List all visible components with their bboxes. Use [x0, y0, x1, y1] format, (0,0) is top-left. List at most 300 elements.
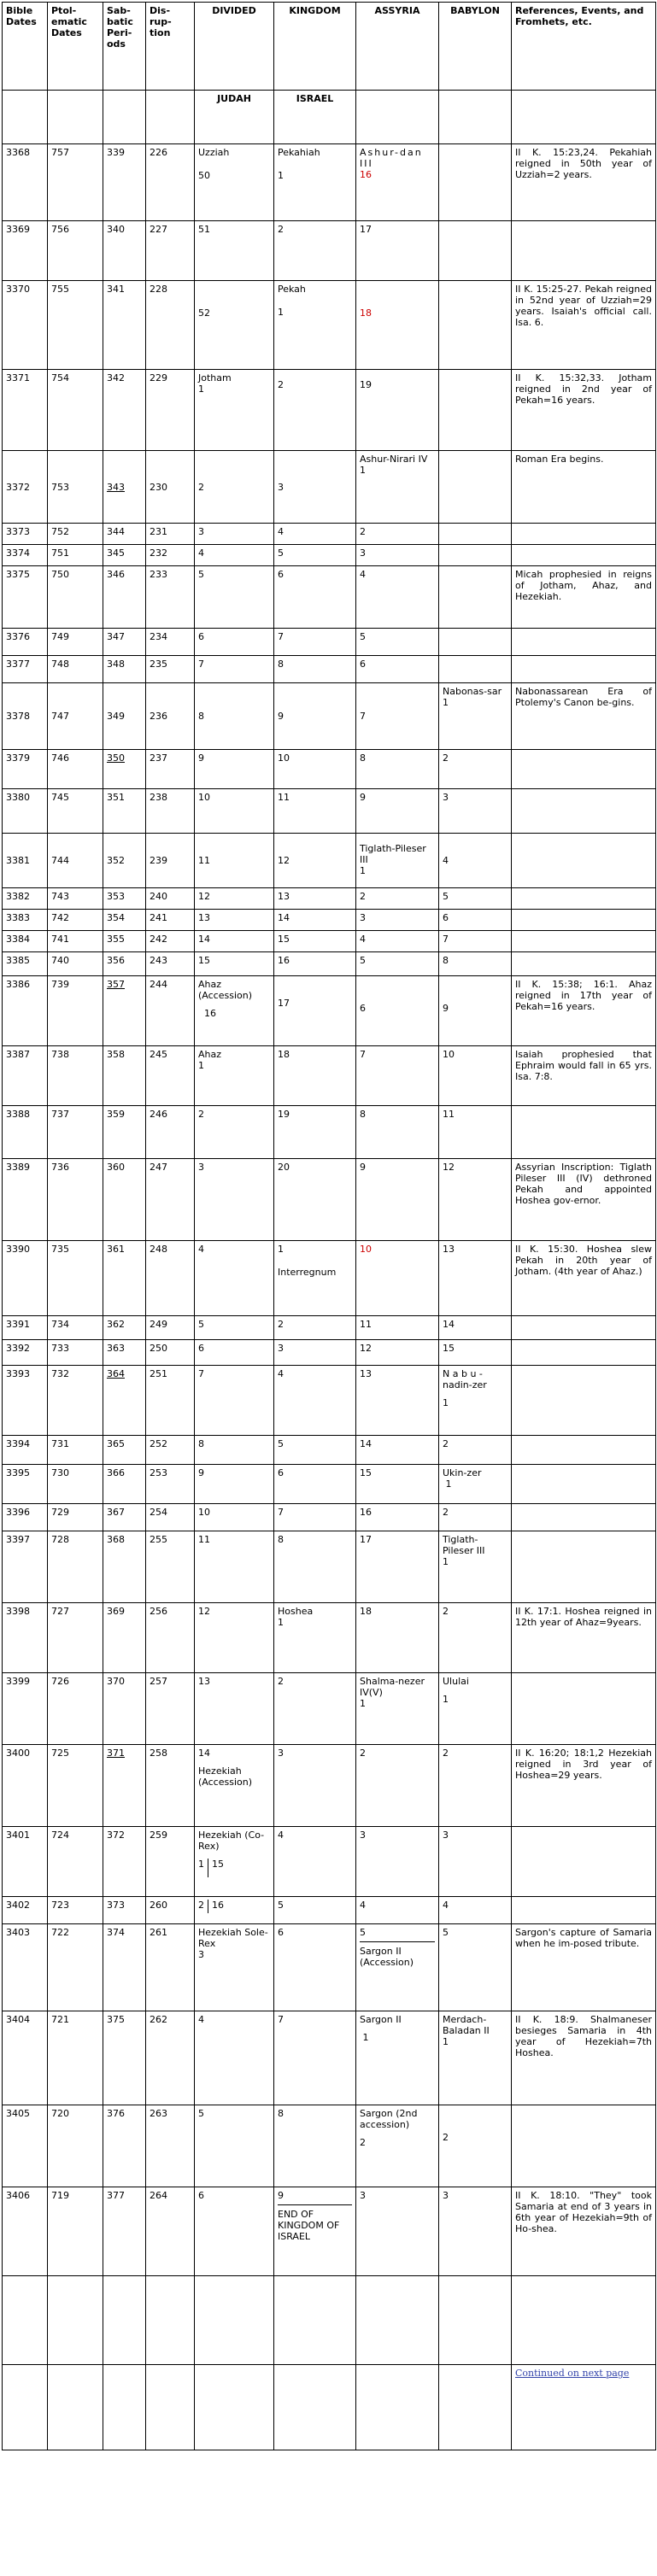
reference-text: II K. 16:20; 18:1,2 Hezekiah reigned in 3rd year of Hoshea=29 years.	[512, 1745, 656, 1827]
sabbatic-period: 366	[103, 1465, 146, 1504]
sabbatic-period: 377	[103, 2187, 146, 2276]
header-references: References, Events, and Fromhets, etc.	[512, 3, 656, 91]
assyria-king: Ashur-dan III	[360, 147, 423, 169]
reference-text: II K. 18:10. "They" took Samaria at end of 3 years in 6th year of Hezekiah=9th of Ho-shea.	[512, 2187, 656, 2276]
ptolematic-date: 719	[48, 2187, 103, 2276]
israel-year: 9	[278, 2190, 284, 2201]
babylon-year: 8	[439, 952, 512, 976]
reference-text: Assyrian Inscription: Tiglath Pileser III (IV) dethroned Pekah and appointed Hoshea gov-ernor.	[512, 1159, 656, 1241]
babylon-year: 1	[443, 2036, 449, 2047]
bible-date: 3402	[3, 1897, 48, 1924]
sabbatic-period: 352	[103, 834, 146, 888]
babylon-year: 15	[439, 1340, 512, 1366]
judah-year: 4	[195, 2011, 274, 2105]
sabbatic-period: 358	[103, 1046, 146, 1106]
ptolematic-date: 753	[48, 451, 103, 524]
table-row	[3, 1897, 656, 1924]
bible-date: 3403	[3, 1924, 48, 2011]
assyria-king: Ashur-Nirari IV	[360, 454, 428, 465]
babylon-king: Ukin-zer	[443, 1467, 482, 1478]
assyria-year: 17	[356, 221, 439, 281]
table-row	[3, 281, 656, 370]
sabbatic-period: 341	[103, 281, 146, 370]
table-row	[3, 789, 656, 834]
israel-year: 2	[278, 379, 284, 390]
ptolematic-date: 724	[48, 1827, 103, 1897]
sabbatic-period: 364	[103, 1366, 146, 1436]
judah-year: 11	[195, 1531, 274, 1603]
sabbatic-period: 367	[103, 1504, 146, 1531]
judah-year: 6	[195, 2187, 274, 2276]
assyria-cell	[356, 834, 439, 888]
israel-year: 4	[274, 1366, 356, 1436]
table-row	[3, 1046, 656, 1106]
assyria-cell	[356, 2011, 439, 2105]
israel-year: 3	[274, 1340, 356, 1366]
assyria-year: 9	[356, 1159, 439, 1241]
bible-date: 3375	[3, 566, 48, 629]
reference-text: II K. 15:32,33. Jotham reigned in 2nd year of Pekah=16 years.	[512, 370, 656, 451]
assyria-year: 13	[356, 1366, 439, 1436]
header-disruption: Dis-rup-tion	[146, 3, 195, 91]
bible-date: 3381	[3, 834, 48, 888]
disruption-year: 227	[146, 221, 195, 281]
assyria-year: 16	[356, 1504, 439, 1531]
ptolematic-date: 740	[48, 952, 103, 976]
table-row	[3, 370, 656, 451]
ptolematic-date: 741	[48, 931, 103, 952]
babylon-king: Tiglath-Pileser III	[443, 1534, 485, 1556]
assyria-year: 18	[360, 307, 372, 319]
disruption-year: 250	[146, 1340, 195, 1366]
assyria-year: 4	[356, 931, 439, 952]
ptolematic-date: 734	[48, 1316, 103, 1340]
judah-year: 2	[195, 451, 274, 524]
reference-text: II K. 15:25-27. Pekah reigned in 52nd year of Uzziah=29 years. Isaiah's official call. Isa. 6.	[512, 281, 656, 370]
babylon-year: 2	[439, 750, 512, 789]
judah-king: Hezekiah (Co-Rex)	[198, 1830, 265, 1852]
israel-year: 9	[274, 683, 356, 750]
judah-cell	[195, 976, 274, 1046]
assyria-year: 2	[356, 888, 439, 910]
disruption-year: 245	[146, 1046, 195, 1106]
babylon-cell	[439, 976, 512, 1046]
sabbatic-period: 359	[103, 1106, 146, 1159]
babylon-cell	[439, 2011, 512, 2105]
reference-text: Sargon's capture of Samaria when he im-posed tribute.	[512, 1924, 656, 2011]
israel-year: 18	[274, 1046, 356, 1106]
ptolematic-date: 720	[48, 2105, 103, 2187]
disruption-year: 231	[146, 524, 195, 545]
judah-year-alt: 15	[212, 1859, 224, 1870]
ptolematic-date: 732	[48, 1366, 103, 1436]
babylon-year: 5	[439, 888, 512, 910]
assyria-year: 1	[360, 865, 366, 876]
israel-cell	[274, 370, 356, 451]
judah-year: 3	[195, 1159, 274, 1241]
disruption-year: 249	[146, 1316, 195, 1340]
ptolematic-date: 745	[48, 789, 103, 834]
sabbatic-period: 339	[103, 144, 146, 221]
disruption-year: 243	[146, 952, 195, 976]
disruption-year: 246	[146, 1106, 195, 1159]
ptolematic-date: 751	[48, 545, 103, 566]
judah-year: 4	[195, 1241, 274, 1316]
subheader-judah: JUDAH	[195, 91, 274, 144]
babylon-king: Ululai	[443, 1676, 469, 1687]
table-row	[3, 1673, 656, 1745]
israel-interregnum: Interregnum	[278, 1267, 337, 1278]
assyria-year: 5	[356, 629, 439, 656]
bible-date: 3389	[3, 1159, 48, 1241]
assyria-year: 5	[356, 952, 439, 976]
assyria-year: 5	[360, 1927, 366, 1938]
sabbatic-period: 347	[103, 629, 146, 656]
israel-end-note: END OF KINGDOM OF ISRAEL	[278, 2209, 340, 2242]
babylon-year: 11	[439, 1106, 512, 1159]
sabbatic-period: 376	[103, 2105, 146, 2187]
judah-year: 16	[204, 1008, 216, 1019]
israel-year: 5	[274, 1436, 356, 1465]
israel-cell	[274, 281, 356, 370]
ptolematic-date: 752	[48, 524, 103, 545]
israel-year: 10	[274, 750, 356, 789]
assyria-year: 3	[356, 1827, 439, 1897]
bible-date: 3405	[3, 2105, 48, 2187]
bible-date: 3401	[3, 1827, 48, 1897]
judah-king: Hezekiah Sole-Rex	[198, 1927, 268, 1949]
table-row	[3, 1316, 656, 1340]
bible-date: 3398	[3, 1603, 48, 1673]
ptolematic-date: 755	[48, 281, 103, 370]
table-row	[3, 834, 656, 888]
judah-cell	[195, 1924, 274, 2011]
chronology-table	[2, 2, 656, 2450]
header-bible-dates: Bible Dates	[3, 3, 48, 91]
table-row-empty	[3, 2276, 656, 2365]
babylon-cell	[439, 1531, 512, 1603]
table-row	[3, 629, 656, 656]
disruption-year: 256	[146, 1603, 195, 1673]
babylon-year: 5	[439, 1924, 512, 2011]
judah-year: 12	[195, 888, 274, 910]
sabbatic-period: 350	[103, 750, 146, 789]
sabbatic-period: 354	[103, 910, 146, 931]
table-row	[3, 451, 656, 524]
disruption-year: 261	[146, 1924, 195, 2011]
ptolematic-date: 748	[48, 656, 103, 683]
table-row	[3, 2011, 656, 2105]
table-row	[3, 1340, 656, 1366]
disruption-year: 257	[146, 1673, 195, 1745]
babylon-year: 1	[443, 1397, 449, 1408]
ptolematic-date: 742	[48, 910, 103, 931]
judah-year: 1	[198, 383, 204, 395]
table-row	[3, 683, 656, 750]
judah-year: 5	[195, 566, 274, 629]
judah-king: Uzziah	[198, 147, 230, 158]
babylon-cell	[439, 221, 512, 281]
babylon-king: N a b u - nadin-zer	[443, 1368, 487, 1390]
israel-year: 20	[274, 1159, 356, 1241]
judah-year: 51	[195, 221, 274, 281]
bible-date: 3382	[3, 888, 48, 910]
assyria-cell	[356, 370, 439, 451]
israel-year: 4	[274, 524, 356, 545]
reference-text	[512, 221, 656, 281]
judah-year: 11	[195, 834, 274, 888]
reference-text: Roman Era begins.	[512, 451, 656, 524]
ptolematic-date: 721	[48, 2011, 103, 2105]
israel-year: 3	[274, 1745, 356, 1827]
babylon-cell	[439, 281, 512, 370]
sabbatic-period: 351	[103, 789, 146, 834]
sabbatic-period: 345	[103, 545, 146, 566]
table-row	[3, 1531, 656, 1603]
judah-year: 15	[195, 952, 274, 976]
judah-year: 8	[195, 1436, 274, 1465]
assyria-year: 16	[360, 169, 372, 180]
assyria-year: 10	[356, 1241, 439, 1316]
israel-year: 5	[274, 545, 356, 566]
subheader-israel: ISRAEL	[274, 91, 356, 144]
ptolematic-date: 754	[48, 370, 103, 451]
assyria-cell	[356, 976, 439, 1046]
ptolematic-date: 738	[48, 1046, 103, 1106]
bible-date: 3372	[3, 451, 48, 524]
judah-cell	[195, 1745, 274, 1827]
judah-cell	[195, 1827, 274, 1897]
bible-date: 3400	[3, 1745, 48, 1827]
israel-cell	[274, 976, 356, 1046]
babylon-king: Merdach-Baladan II	[443, 2014, 490, 2036]
continued-link[interactable]: Continued on next page	[515, 2368, 630, 2379]
disruption-year: 230	[146, 451, 195, 524]
reference-text: Micah prophesied in reigns of Jotham, Ahaz, and Hezekiah.	[512, 566, 656, 629]
table-row	[3, 931, 656, 952]
disruption-year: 264	[146, 2187, 195, 2276]
babylon-year: 4	[439, 834, 512, 888]
disruption-year: 229	[146, 370, 195, 451]
israel-year: 1	[278, 1617, 284, 1628]
disruption-year: 228	[146, 281, 195, 370]
judah-year: 52	[198, 307, 210, 319]
assyria-year: 17	[356, 1531, 439, 1603]
header-divided: DIVIDED	[195, 3, 274, 91]
judah-year: 9	[195, 1465, 274, 1504]
disruption-year: 248	[146, 1241, 195, 1316]
judah-year: 9	[195, 750, 274, 789]
disruption-year: 263	[146, 2105, 195, 2187]
assyria-year: 4	[356, 566, 439, 629]
israel-year: 8	[274, 2105, 356, 2187]
sabbatic-period: 349	[103, 683, 146, 750]
table-row-empty	[3, 2365, 656, 2450]
disruption-year: 260	[146, 1897, 195, 1924]
bible-date: 3390	[3, 1241, 48, 1316]
israel-year: 8	[274, 656, 356, 683]
judah-year: 13	[195, 910, 274, 931]
sabbatic-period: 373	[103, 1897, 146, 1924]
sabbatic-period: 342	[103, 370, 146, 451]
judah-year: 7	[195, 1366, 274, 1436]
bible-date: 3386	[3, 976, 48, 1046]
ptolematic-date: 749	[48, 629, 103, 656]
israel-cell	[274, 144, 356, 221]
judah-king: Jotham	[198, 372, 232, 383]
sabbatic-period: 362	[103, 1316, 146, 1340]
ptolematic-date: 728	[48, 1531, 103, 1603]
babylon-year: 10	[439, 1046, 512, 1106]
ptolematic-date: 723	[48, 1897, 103, 1924]
ptolematic-date: 727	[48, 1603, 103, 1673]
judah-cell	[195, 144, 274, 221]
bible-date: 3383	[3, 910, 48, 931]
sabbatic-period: 353	[103, 888, 146, 910]
israel-year: 6	[274, 566, 356, 629]
israel-year: 6	[274, 1465, 356, 1504]
judah-year: 4	[195, 545, 274, 566]
israel-year: 17	[278, 998, 290, 1009]
disruption-year: 258	[146, 1745, 195, 1827]
sabbatic-period: 370	[103, 1673, 146, 1745]
babylon-year: 1	[445, 1478, 452, 1490]
assyria-king: Tiglath-Pileser III	[360, 843, 426, 865]
table-row	[3, 952, 656, 976]
israel-year: 2	[274, 1316, 356, 1340]
israel-year: 7	[274, 2011, 356, 2105]
bible-date: 3395	[3, 1465, 48, 1504]
assyria-king: Shalma-nezer IV(V)	[360, 1676, 425, 1698]
table-row	[3, 1745, 656, 1827]
assyria-cell	[356, 281, 439, 370]
sabbatic-period: 340	[103, 221, 146, 281]
assyria-cell	[356, 2105, 439, 2187]
israel-year: 2	[274, 1673, 356, 1745]
israel-king: Pekah	[278, 284, 306, 295]
table-row	[3, 1106, 656, 1159]
assyria-year: 6	[356, 656, 439, 683]
israel-year: 3	[274, 451, 356, 524]
disruption-year: 242	[146, 931, 195, 952]
assyria-king: Sargon II (Accession)	[360, 1946, 414, 1968]
sabbatic-period: 371	[103, 1745, 146, 1827]
header-sabbatic-periods: Sab-batic Peri-ods	[103, 3, 146, 91]
sabbatic-period: 360	[103, 1159, 146, 1241]
bible-date: 3374	[3, 545, 48, 566]
ptolematic-date: 756	[48, 221, 103, 281]
table-row	[3, 1603, 656, 1673]
assyria-year: 1	[360, 465, 366, 476]
reference-text: II K. 15:38; 16:1. Ahaz reigned in 17th year of Pekah=16 years.	[512, 976, 656, 1046]
disruption-year: 237	[146, 750, 195, 789]
header-kingdom: KINGDOM	[274, 3, 356, 91]
disruption-year: 247	[146, 1159, 195, 1241]
babylon-cell	[439, 1673, 512, 1745]
judah-year: 3	[195, 524, 274, 545]
babylon-year: 6	[439, 910, 512, 931]
reference-text: Nabonassarean Era of Ptolemy's Canon be-gins.	[512, 683, 656, 750]
assyria-year: 3	[356, 2187, 439, 2276]
table-row	[3, 566, 656, 629]
babylon-cell	[439, 370, 512, 451]
babylon-year: 7	[439, 931, 512, 952]
babylon-year: 2	[443, 2132, 449, 2143]
sabbatic-period: 374	[103, 1924, 146, 2011]
babylon-cell	[439, 683, 512, 750]
disruption-year: 254	[146, 1504, 195, 1531]
table-row	[3, 1924, 656, 2011]
ptolematic-date: 747	[48, 683, 103, 750]
disruption-year: 241	[146, 910, 195, 931]
judah-year: 3	[198, 1949, 204, 1960]
babylon-year: 2	[439, 1504, 512, 1531]
judah-year: 7	[195, 656, 274, 683]
israel-year: 7	[274, 629, 356, 656]
subheader-row	[3, 91, 656, 144]
ptolematic-date: 722	[48, 1924, 103, 2011]
assyria-year: 14	[356, 1436, 439, 1465]
judah-year: 12	[195, 1603, 274, 1673]
israel-year: 1	[278, 1244, 284, 1255]
israel-year: 5	[274, 1897, 356, 1924]
sabbatic-period: 348	[103, 656, 146, 683]
table-row	[3, 144, 656, 221]
babylon-year: 3	[439, 2187, 512, 2276]
judah-year: 8	[195, 683, 274, 750]
sabbatic-period: 357	[103, 976, 146, 1046]
sabbatic-period: 369	[103, 1603, 146, 1673]
israel-year: 15	[274, 931, 356, 952]
israel-year: 14	[274, 910, 356, 931]
ptolematic-date: 743	[48, 888, 103, 910]
sabbatic-period: 344	[103, 524, 146, 545]
ptolematic-date: 739	[48, 976, 103, 1046]
sabbatic-period: 368	[103, 1531, 146, 1603]
disruption-year: 234	[146, 629, 195, 656]
bible-date: 3394	[3, 1436, 48, 1465]
bible-date: 3371	[3, 370, 48, 451]
israel-year: 12	[274, 834, 356, 888]
disruption-year: 251	[146, 1366, 195, 1436]
babylon-year: 14	[439, 1316, 512, 1340]
judah-year: 50	[198, 170, 210, 181]
header-babylon: BABYLON	[439, 3, 512, 91]
ptolematic-date: 731	[48, 1436, 103, 1465]
assyria-year: 2	[356, 1745, 439, 1827]
judah-year: 5	[195, 2105, 274, 2187]
judah-year-alt: 16	[212, 1900, 224, 1911]
judah-year: 2	[195, 1106, 274, 1159]
bible-date: 3368	[3, 144, 48, 221]
reference-text: II K. 15:23,24. Pekahiah reigned in 50th year of Uzziah=2 years.	[512, 144, 656, 221]
assyria-year: 12	[356, 1340, 439, 1366]
bible-date: 3379	[3, 750, 48, 789]
disruption-year: 253	[146, 1465, 195, 1504]
disruption-year: 262	[146, 2011, 195, 2105]
table-row	[3, 1366, 656, 1436]
ptolematic-date: 736	[48, 1159, 103, 1241]
israel-cell	[274, 2187, 356, 2276]
reference-text: II K. 18:9. Shalmaneser besieges Samaria in 4th year of Hezekiah=7th Hoshea.	[512, 2011, 656, 2105]
assyria-year: 2	[360, 2137, 366, 2148]
judah-king: Ahaz (Accession)	[198, 979, 252, 1001]
table-row	[3, 976, 656, 1046]
babylon-year: 1	[443, 1694, 449, 1705]
assyria-year: 18	[356, 1603, 439, 1673]
babylon-year: 12	[439, 1159, 512, 1241]
babylon-cell	[439, 2105, 512, 2187]
